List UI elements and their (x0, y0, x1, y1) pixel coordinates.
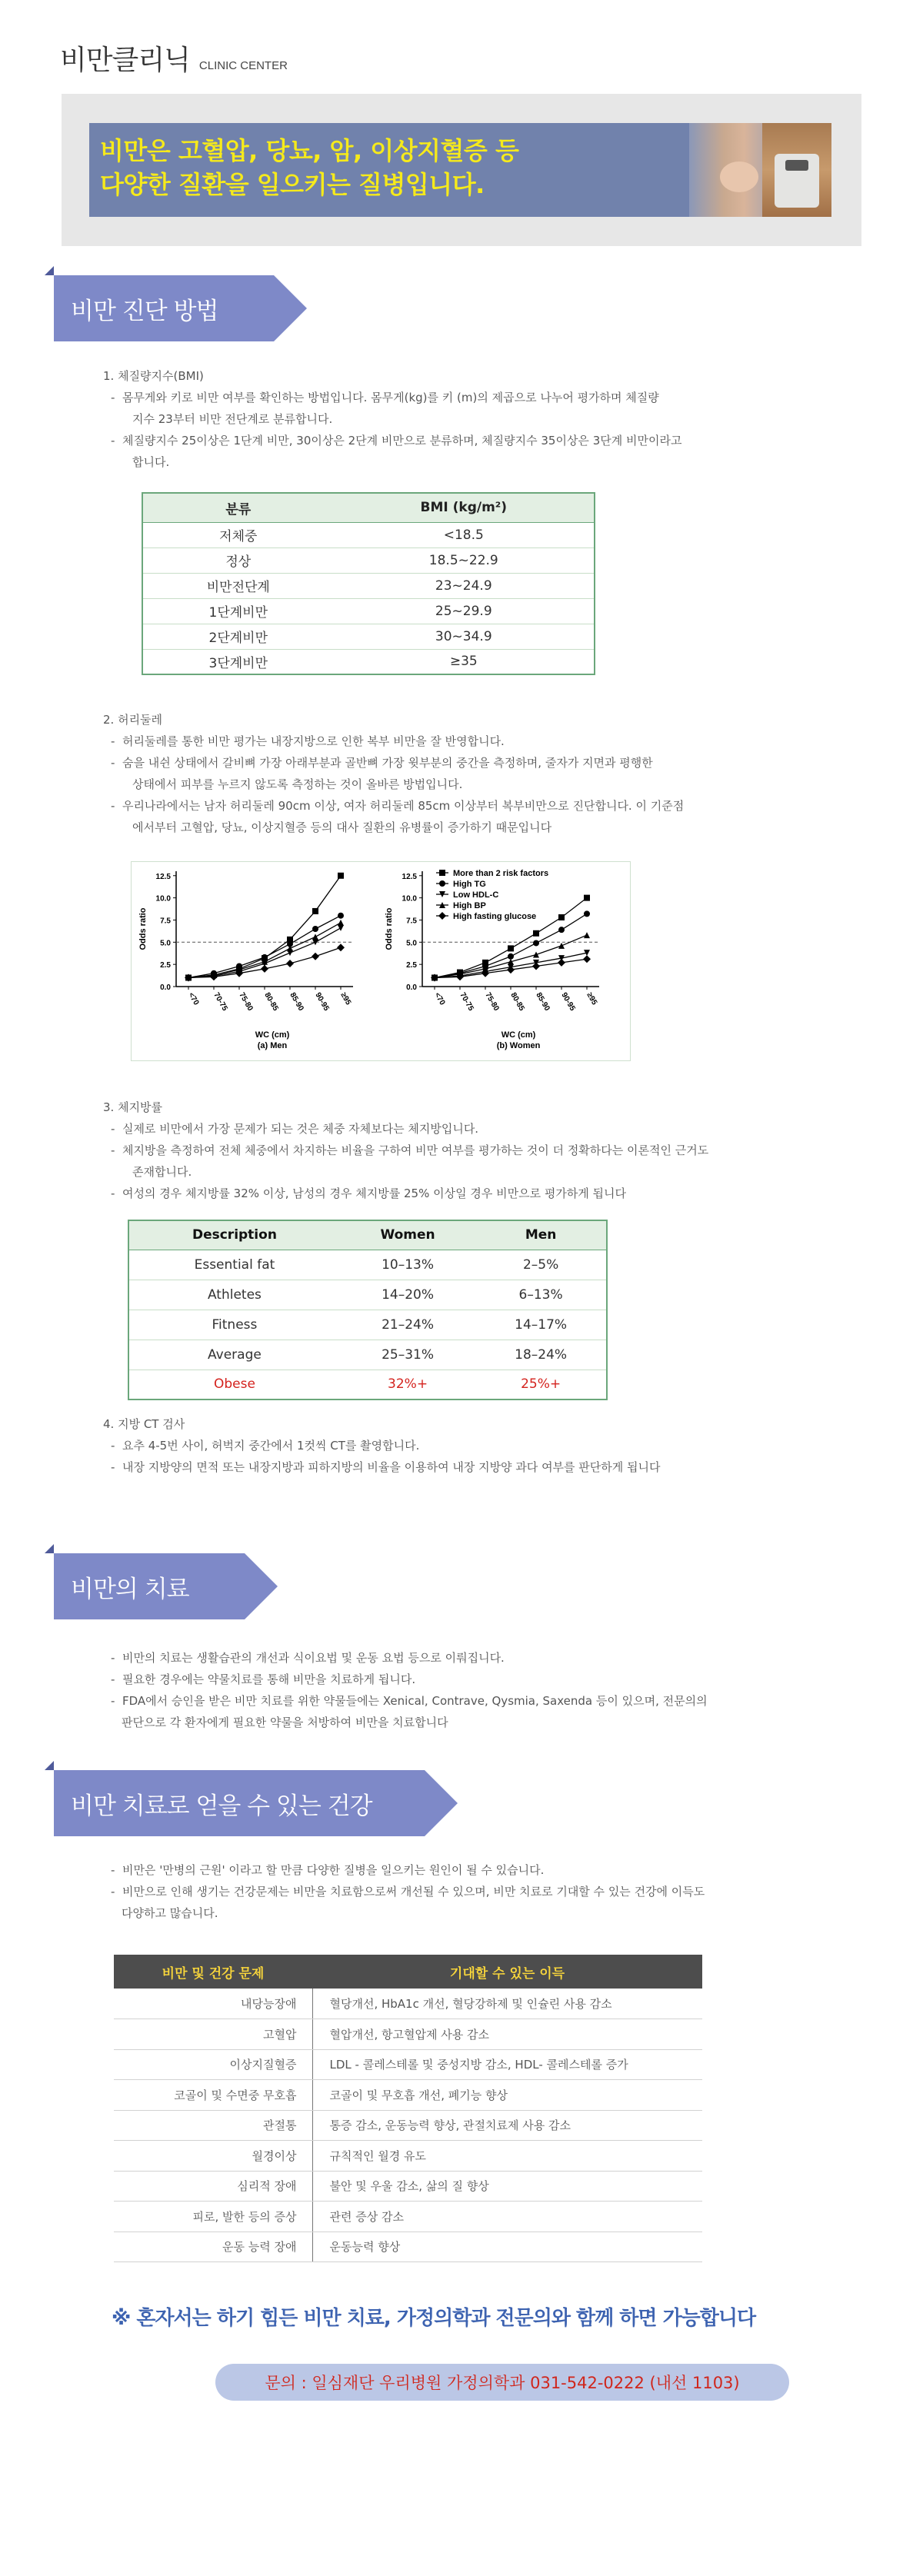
table-row (128, 1280, 607, 1310)
section-benefits-title: 비만 치료로 얻을 수 있는 건강 (71, 1792, 372, 1820)
data-point (508, 954, 514, 960)
ct-bullet-2: - 내장 지방양의 면적 또는 내장지방과 피하지방의 비율을 이용하여 내장 지방양 과다 여부를 판단하게 됩니다 (111, 1460, 661, 1474)
section-diagnosis-title: 비만 진단 방법 (71, 297, 218, 325)
fat-bullet-2b: 존재합니다. (132, 1165, 192, 1179)
table-row (128, 1340, 607, 1370)
treatment-bullet-3a: FDA에서 승인을 받은 비만 치료를 위한 약물들에는 Xenical, Contrave, Qysmia, Saxenda 등이 있으며, 전문의의 (122, 1694, 708, 1708)
waist-bullet-2: - 숨을 내쉰 상태에서 갈비뼈 가장 아래부분과 골반뼈 가장 윗부분의 중간을 측정하며, 줄자가 지면과 평행한 (111, 756, 653, 770)
section-treatment-tag (54, 1553, 245, 1619)
data-point (261, 965, 268, 973)
benefit-gain: 관련 증상 감소 (312, 2202, 702, 2232)
table-row (114, 2171, 702, 2202)
banner-line-1: 비만은 고혈압, 당뇨, 암, 이상지혈증 등 (100, 136, 519, 165)
x-tick-label: 85-90 (288, 991, 305, 1013)
data-point (312, 926, 318, 932)
bmi-col-value: BMI (kg/m²) (334, 493, 595, 522)
x-tick-label: <70 (186, 991, 201, 1007)
odds-ratio-charts (132, 862, 631, 1062)
fat-cell: Athletes (128, 1280, 340, 1310)
bmi-cell: 정상 (142, 547, 334, 573)
fat-cell: 14–17% (475, 1310, 607, 1340)
x-tick-label: 90-95 (559, 991, 577, 1013)
benefit-gain: 혈당개선, HbA1c 개선, 혈당강하제 및 인슐린 사용 감소 (312, 1989, 702, 2019)
data-point (533, 930, 539, 937)
ct-bullet-1-text: 요추 4-5번 사이, 허벅지 중간에서 1컷씩 CT를 촬영합니다. (122, 1439, 420, 1453)
table-row (114, 2141, 702, 2172)
bmi-table (142, 492, 595, 675)
benefit-gain: 코골이 및 무호흡 개선, 폐기능 향상 (312, 2080, 702, 2111)
call-to-action: ※ 혼자서는 하기 힘든 비만 치료, 가정의학과 전문의와 함께 하면 가능합니다 (112, 2307, 756, 2330)
bmi-bullet-2: - 체질량지수 25이상은 1단계 비만, 30이상은 2단계 비만으로 분류하며, 체질량지수 35이상은 3단계 비만이라고 (111, 434, 682, 448)
data-point (338, 925, 344, 931)
chart-title: (b) Women (496, 1041, 541, 1050)
data-point (312, 934, 318, 940)
data-point (508, 945, 514, 951)
benefit-problem: 관절통 (114, 2110, 312, 2141)
benefit-table (114, 1955, 702, 2262)
x-axis-label: WC (cm) (255, 1030, 290, 1040)
table-row (142, 649, 595, 674)
fat-cell: 2–5% (475, 1250, 607, 1280)
section-benefits-tag (54, 1770, 425, 1836)
section-diagnosis-tag (54, 275, 274, 341)
y-tick-label: 12.5 (155, 872, 171, 881)
y-tick-label: 7.5 (406, 917, 417, 926)
x-tick-label: 75-80 (237, 991, 255, 1013)
table-row-obese (128, 1370, 607, 1399)
fat-col-description: Description (128, 1220, 340, 1250)
data-point (286, 960, 294, 967)
content-area (62, 94, 861, 2516)
benefit-problem: 고혈압 (114, 2019, 312, 2050)
y-tick-label: 0.0 (406, 983, 417, 992)
x-tick-label: 70-75 (458, 991, 475, 1013)
bmi-cell: 저체중 (142, 522, 334, 547)
table-row (142, 547, 595, 573)
ct-bullet-1: - 요추 4-5번 사이, 허벅지 중간에서 1컷씩 CT를 촬영합니다. (111, 1439, 420, 1453)
page-title: 비만클리닉 (60, 45, 190, 76)
bmi-bullet-1b: 지수 23부터 비만 전단계로 분류합니다. (132, 412, 333, 426)
contact-text: 문의 : 일심재단 우리병원 가정의학과 031-542-0222 (내선 1103) (265, 2374, 740, 2392)
fat-cell: 25%+ (475, 1370, 607, 1399)
legend-label: More than 2 risk factors (453, 869, 549, 878)
treatment-bullet-3b: 판단으로 각 환자에게 필요한 약물을 처방하여 비만을 치료합니다 (122, 1716, 448, 1729)
waist-bullet-2b: 상태에서 피부를 누르지 않도록 측정하는 것이 올바른 방법입니다. (132, 777, 463, 791)
waist-bullet-1: - 허리둘레를 통한 비만 평가는 내장지방으로 인한 복부 비만을 잘 반영합니다. (111, 734, 505, 748)
treatment-bullet-2: - 필요한 경우에는 약물치료를 통해 비만을 치료하게 됩니다. (111, 1672, 416, 1686)
fat-section (103, 1097, 841, 1204)
bmi-col-class: 분류 (142, 493, 334, 522)
x-tick-label: <70 (432, 991, 447, 1007)
waist-bullet-1-text: 허리둘레를 통한 비만 평가는 내장지방으로 인한 복부 비만을 잘 반영합니다. (122, 734, 505, 748)
benefits-text (103, 1859, 841, 1924)
table-row (114, 1989, 702, 2019)
bmi-cell: 2단계비만 (142, 624, 334, 649)
data-point (439, 880, 445, 887)
bmi-cell: 비만전단계 (142, 573, 334, 598)
waist-bullet-3a: 우리나라에서는 남자 허리둘레 90cm 이상, 여자 허리둘레 85cm 이상부터 복부비만으로 진단합니다. 이 기준점 (122, 799, 685, 813)
legend-label: High BP (453, 901, 486, 910)
table-row (114, 2110, 702, 2141)
benefit-problem: 심리적 장애 (114, 2171, 312, 2202)
fat-cell: Average (128, 1340, 340, 1370)
section-treatment-title: 비만의 치료 (71, 1575, 189, 1603)
data-point (584, 932, 590, 938)
data-point (439, 870, 445, 876)
fat-cell: 18–24% (475, 1340, 607, 1370)
bmi-cell: 3단계비만 (142, 649, 334, 674)
benefit-problem: 이상지질혈증 (114, 2049, 312, 2080)
waist-section (103, 709, 826, 838)
fat-table-header (128, 1220, 607, 1250)
bmi-bullet-2a: 체질량지수 25이상은 1단계 비만, 30이상은 2단계 비만으로 분류하며, 체질량지수 35이상은 3단계 비만이라고 (122, 434, 682, 448)
table-row (128, 1310, 607, 1340)
benefit-problem: 피로, 발한 등의 증상 (114, 2202, 312, 2232)
x-tick-label: 85-90 (534, 991, 551, 1013)
bmi-cell: <18.5 (334, 522, 595, 547)
fat-cell: Obese (128, 1370, 340, 1399)
fat-bullet-1: - 실제로 비만에서 가장 문제가 되는 것은 체중 자체보다는 체지방입니다. (111, 1122, 479, 1136)
waist-bullet-2a: 숨을 내쉰 상태에서 갈비뼈 가장 아래부분과 골반뼈 가장 윗부분의 중간을 측정하며, 줄자가 지면과 평행한 (122, 756, 653, 770)
data-point (584, 910, 590, 917)
bmi-cell: 1단계비만 (142, 598, 334, 624)
benefit-gain: 통증 감소, 운동능력 향상, 관절치료제 사용 감소 (312, 2110, 702, 2141)
treatment-bullet-3: - FDA에서 승인을 받은 비만 치료를 위한 약물들에는 Xenical, Contrave, Qysmia, Saxenda 등이 있으며, 전문의의 (111, 1694, 708, 1708)
data-point (338, 920, 344, 926)
fat-bullet-2a: 체지방을 측정하여 전체 체중에서 차지하는 비율을 구하여 비만 여부를 평가하는 것이 더 정확하다는 이론적인 근거도 (122, 1143, 709, 1157)
fat-bullet-3: - 여성의 경우 체지방률 32% 이상, 남성의 경우 체지방률 25% 이상일 경우 비만으로 평가하게 됩니다 (111, 1186, 627, 1200)
benefits-bullet-1-text: 비만은 '만병의 근원' 이라고 할 만큼 다양한 질병을 일으키는 원인이 될 수 있습니다. (122, 1863, 545, 1877)
hero-banner (89, 123, 831, 217)
benefit-gain: 불안 및 우울 감소, 삶의 질 향상 (312, 2171, 702, 2202)
fat-cell: Essential fat (128, 1250, 340, 1280)
x-axis-label: WC (cm) (501, 1030, 536, 1040)
table-row (114, 2019, 702, 2050)
fat-cell: 14–20% (340, 1280, 475, 1310)
data-point (337, 944, 345, 951)
bmi-section (103, 365, 826, 473)
x-tick-label: 80-85 (508, 991, 526, 1013)
data-point (312, 953, 319, 960)
table-row (114, 2232, 702, 2262)
fat-bullet-1-text: 실제로 비만에서 가장 문제가 되는 것은 체중 자체보다는 체지방입니다. (122, 1122, 479, 1136)
y-tick-label: 2.5 (406, 961, 417, 970)
x-tick-label: 70-75 (212, 991, 229, 1013)
table-row (142, 522, 595, 547)
legend-label: High fasting glucose (453, 912, 537, 921)
x-tick-label: 80-85 (262, 991, 280, 1013)
data-point (438, 912, 446, 920)
table-row (142, 624, 595, 649)
data-point (338, 873, 344, 879)
banner-text (100, 134, 518, 201)
benefit-col-problem: 비만 및 건강 문제 (114, 1955, 312, 1989)
data-point (558, 914, 565, 920)
benefits-bullet-2a: 비만으로 인해 생기는 건강문제는 비만을 치료함으로써 개선될 수 있으며, 비만 치료로 기대할 수 있는 건강에 이득도 (122, 1885, 705, 1899)
fat-cell: Fitness (128, 1310, 340, 1340)
bmi-cell: 30~34.9 (334, 624, 595, 649)
bmi-bullet-1a: 몸무게와 키로 비만 여부를 확인하는 방법입니다. 몸무게(kg)를 키 (m)의 제곱으로 나누어 평가하며 체질량 (122, 391, 659, 404)
benefit-gain: 규칙적인 월경 유도 (312, 2141, 702, 2172)
y-tick-label: 0.0 (160, 983, 171, 992)
table-row (114, 2080, 702, 2111)
table-row (114, 2202, 702, 2232)
fat-col-women: Women (340, 1220, 475, 1250)
data-point (583, 955, 591, 963)
fat-cell: 32%+ (340, 1370, 475, 1399)
waist-odds-chart (131, 861, 631, 1061)
chart-title: (a) Men (257, 1041, 288, 1050)
waist-heading: 2. 허리둘레 (103, 713, 163, 727)
page-subtitle: CLINIC CENTER (198, 59, 288, 72)
bmi-bullet-2b: 합니다. (132, 455, 170, 469)
y-tick-label: 10.0 (402, 894, 417, 904)
data-point (558, 959, 565, 967)
treatment-bullet-1-text: 비만의 치료는 생활습관의 개선과 식이요법 및 운동 요법 등으로 이뤄집니다. (122, 1651, 505, 1665)
page-header (60, 38, 288, 77)
treatment-bullet-2-text: 필요한 경우에는 약물치료를 통해 비만을 치료하게 됩니다. (122, 1672, 416, 1686)
legend-label: Low HDL-C (453, 890, 499, 900)
data-point (287, 945, 293, 951)
benefit-gain: 운동능력 향상 (312, 2232, 702, 2262)
bmi-cell: 23~24.9 (334, 573, 595, 598)
fat-cell: 6–13% (475, 1280, 607, 1310)
fat-cell: 25–31% (340, 1340, 475, 1370)
data-point (558, 943, 565, 949)
table-row (142, 573, 595, 598)
bmi-cell: 18.5~22.9 (334, 547, 595, 573)
ct-section (103, 1413, 841, 1478)
ct-heading: 4. 지방 CT 검사 (103, 1417, 185, 1431)
fat-cell: 21–24% (340, 1310, 475, 1340)
benefit-problem: 월경이상 (114, 2141, 312, 2172)
bmi-table-header (142, 493, 595, 522)
legend-label: High TG (453, 880, 486, 889)
treatment-text (103, 1647, 841, 1733)
data-point (312, 908, 318, 914)
x-tick-label: 75-80 (483, 991, 501, 1013)
body-fat-table (128, 1220, 608, 1400)
treatment-bullet-1: - 비만의 치료는 생활습관의 개선과 식이요법 및 운동 요법 등으로 이뤄집니다. (111, 1651, 505, 1665)
data-point (558, 927, 565, 933)
benefits-bullet-2b: 다양하고 많습니다. (122, 1906, 218, 1920)
fat-heading: 3. 체지방률 (103, 1100, 163, 1114)
fat-col-men: Men (475, 1220, 607, 1250)
benefit-gain: 혈압개선, 항고혈압제 사용 감소 (312, 2019, 702, 2050)
benefit-table-header (114, 1955, 702, 1989)
waist-bullet-3: - 우리나라에서는 남자 허리둘레 90cm 이상, 여자 허리둘레 85cm 이상부터 복부비만으로 진단합니다. 이 기준점 (111, 799, 685, 813)
benefits-bullet-2: - 비만으로 인해 생기는 건강문제는 비만을 치료함으로써 개선될 수 있으며, 비만 치료로 기대할 수 있는 건강에 이득도 (111, 1885, 705, 1899)
fat-bullet-2: - 체지방을 측정하여 전체 체중에서 차지하는 비율을 구하여 비만 여부를 평가하는 것이 더 정확하다는 이론적인 근거도 (111, 1143, 709, 1157)
y-tick-label: 7.5 (160, 917, 171, 926)
benefit-problem: 코골이 및 수면중 무호흡 (114, 2080, 312, 2111)
scale-image (762, 123, 831, 217)
x-tick-label: 90-95 (313, 991, 331, 1013)
benefit-col-gain: 기대할 수 있는 이득 (312, 1955, 702, 1989)
benefit-problem: 내당능장애 (114, 1989, 312, 2019)
contact-info (215, 2364, 789, 2401)
y-tick-label: 2.5 (160, 961, 171, 970)
data-point (584, 895, 590, 901)
fat-bullet-3-text: 여성의 경우 체지방률 32% 이상, 남성의 경우 체지방률 25% 이상일 경우 비만으로 평가하게 됩니다 (122, 1186, 627, 1200)
data-point (533, 951, 539, 957)
benefit-problem: 운동 능력 장애 (114, 2232, 312, 2262)
bmi-heading: 1. 체질량지수(BMI) (103, 369, 204, 383)
banner-line-2: 다양한 질환을 일으키는 질병입니다. (100, 170, 485, 199)
y-tick-label: 12.5 (402, 872, 417, 881)
benefits-bullet-1: - 비만은 '만병의 근원' 이라고 할 만큼 다양한 질병을 일으키는 원인이 될 수 있습니다. (111, 1863, 545, 1877)
fat-cell: 10–13% (340, 1250, 475, 1280)
benefit-gain: LDL - 콜레스테롤 및 중성지방 감소, HDL- 콜레스테롤 증가 (312, 2049, 702, 2080)
table-row (114, 2049, 702, 2080)
x-tick-label: ≥95 (338, 991, 353, 1007)
table-row (142, 598, 595, 624)
bmi-cell: ≥35 (334, 649, 595, 674)
waist-bullet-3b: 에서부터 고혈압, 당뇨, 이상지혈증 등의 대사 질환의 유병률이 증가하기 때문입니다 (132, 820, 552, 834)
y-axis-label: Odds ratio (385, 907, 394, 950)
bmi-bullet-1: - 몸무게와 키로 비만 여부를 확인하는 방법입니다. 몸무게(kg)를 키 (m)의 제곱으로 나누어 평가하며 체질량 (111, 391, 659, 404)
x-tick-label: ≥95 (585, 991, 599, 1007)
data-point (533, 940, 539, 946)
table-row (128, 1250, 607, 1280)
y-tick-label: 5.0 (406, 939, 417, 948)
ct-bullet-2-text: 내장 지방양의 면적 또는 내장지방과 피하지방의 비율을 이용하여 내장 지방양 과다 여부를 판단하게 됩니다 (122, 1460, 661, 1474)
y-tick-label: 10.0 (155, 894, 171, 904)
y-tick-label: 5.0 (160, 939, 171, 948)
data-point (338, 913, 344, 919)
bmi-cell: 25~29.9 (334, 598, 595, 624)
y-axis-label: Odds ratio (138, 907, 148, 950)
data-point (508, 959, 514, 965)
